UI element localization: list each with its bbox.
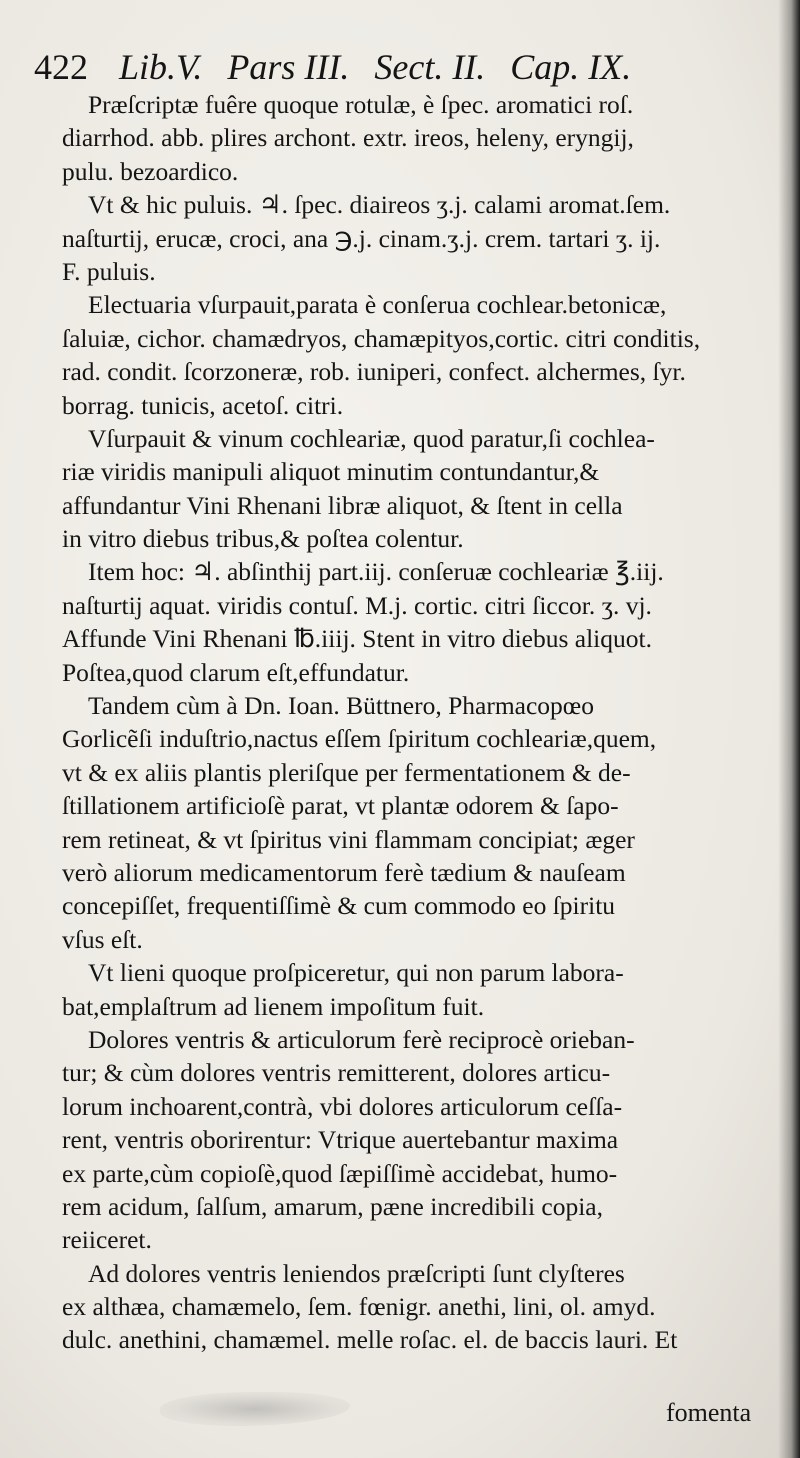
header-chapter: Cap. IX. (510, 47, 632, 87)
text-line: Electuaria vſurpauit,parata è conſerua cochlear.betonicæ, (88, 290, 667, 320)
text-line: vſus eſt. (62, 924, 143, 954)
text-line: rem retineat, & vt ſpiritus vini flammam concipiat; æger (62, 824, 635, 854)
text-line: lorum inchoarent,contrà, vbi dolores articulorum ceſſa- (62, 1091, 623, 1121)
text-line: naſturtij aquat. viridis contuſ. M.j. cortic. citri ſiccor. ʒ. vj. (62, 590, 652, 620)
text-line: Poſtea,quod clarum eſt,effundatur. (62, 657, 410, 687)
text-line: in vitro diebus tribus,& poſtea colentur. (62, 524, 464, 554)
text-line: rent, ventris oborirentur: Vtrique auertebantur maxima (62, 1125, 619, 1155)
page-edge-shadow (778, 0, 800, 1458)
text-line: Ad dolores ventris leniendos præſcripti ſunt clyſteres (88, 1258, 625, 1288)
page-number: 422 (34, 47, 88, 87)
text-line: verò aliorum medicamentorum ferè tædium & nauſeam (62, 857, 626, 887)
text-line: Tandem cùm à Dn. Ioan. Büttnero, Pharmacopœo (88, 691, 594, 721)
text-line: rem acidum, ſalſum, amarum, pæne incredibili copia, (62, 1191, 604, 1221)
text-line: ex althæa, chamæmelo, ſem. fœnigr. anethi, lini, ol. amyd. (62, 1292, 656, 1322)
header-section: Sect. II. (374, 47, 486, 87)
text-line: ſtillationem artificioſè parat, vt plantæ odorem & ſapo- (62, 791, 619, 821)
header-book: Lib.V. (119, 47, 203, 87)
text-line: F. puluis. (62, 256, 156, 286)
text-line: concepiſſet, frequentiſſimè & cum commodo eo ſpiritu (62, 891, 616, 921)
text-line: Vt lieni quoque proſpiceretur, qui non parum labora- (88, 958, 624, 988)
text-line: riæ viridis manipuli aliquot minutim contundantur,& (62, 457, 600, 487)
text-line: vt & ex aliis plantis pleriſque per fermentationem & de- (62, 757, 631, 787)
ink-stain (160, 1392, 350, 1426)
catchword: fomenta (666, 1398, 752, 1427)
text-line: Vſurpauit & vinum cochleariæ, quod paratur,ſi cochlea- (88, 423, 655, 453)
text-line: pulu. bezoardico. (62, 156, 239, 186)
text-line: tur; & cùm dolores ventris remitterent, dolores articu- (62, 1058, 611, 1088)
text-line: reiiceret. (62, 1225, 152, 1255)
text-line: rad. condit. ſcorzoneræ, rob. iuniperi, confect. alchermes, ſyr. (62, 357, 686, 387)
text-line: naſturtij, erucæ, croci, ana ℈.j. cinam.ʒ.j. crem. tartari ʒ. ij. (62, 223, 661, 253)
text-line: bat,emplaſtrum ad lienem impoſitum fuit. (62, 991, 485, 1021)
text-line: affundantur Vini Rhenani libræ aliquot, & ſtent in cella (62, 490, 623, 520)
text-line: Dolores ventris & articulorum ferè reciprocè orieban- (88, 1024, 635, 1054)
text-line: Affunde Vini Rhenani ℔.iiij. Stent in vitro diebus aliquot. (62, 624, 652, 654)
text-line: ex parte,cùm copioſè,quod ſæpiſſimè accidebat, humo- (62, 1158, 618, 1188)
text-line: borrag. tunicis, acetoſ. citri. (62, 390, 344, 420)
text-line: dulc. anethini, chamæmel. melle roſac. el. de baccis lauri. Et (62, 1325, 678, 1355)
text-line: Item hoc: ♃. abſinthij part.iij. conſeruæ cochleariæ ℥.iij. (88, 557, 664, 587)
text-line: Gorlicẽſi induſtrio,nactus eſſem ſpiritum cochleariæ,quem, (62, 724, 657, 754)
body-text (62, 88, 774, 1357)
text-line: ſaluiæ, cichor. chamædryos, chamæpityos,cortic. citri conditis, (62, 323, 701, 353)
header-part: Pars III. (227, 47, 350, 87)
text-line: diarrhod. abb. plires archont. extr. ireos, heleny, eryngij, (62, 123, 634, 153)
running-header (34, 44, 734, 90)
text-line: Præſcriptæ fuêre quoque rotulæ, è ſpec. aromatici roſ. (88, 90, 634, 119)
text-line: Vt & hic puluis. ♃. ſpec. diaireos ʒ.j. calami aromat.ſem. (88, 190, 671, 220)
